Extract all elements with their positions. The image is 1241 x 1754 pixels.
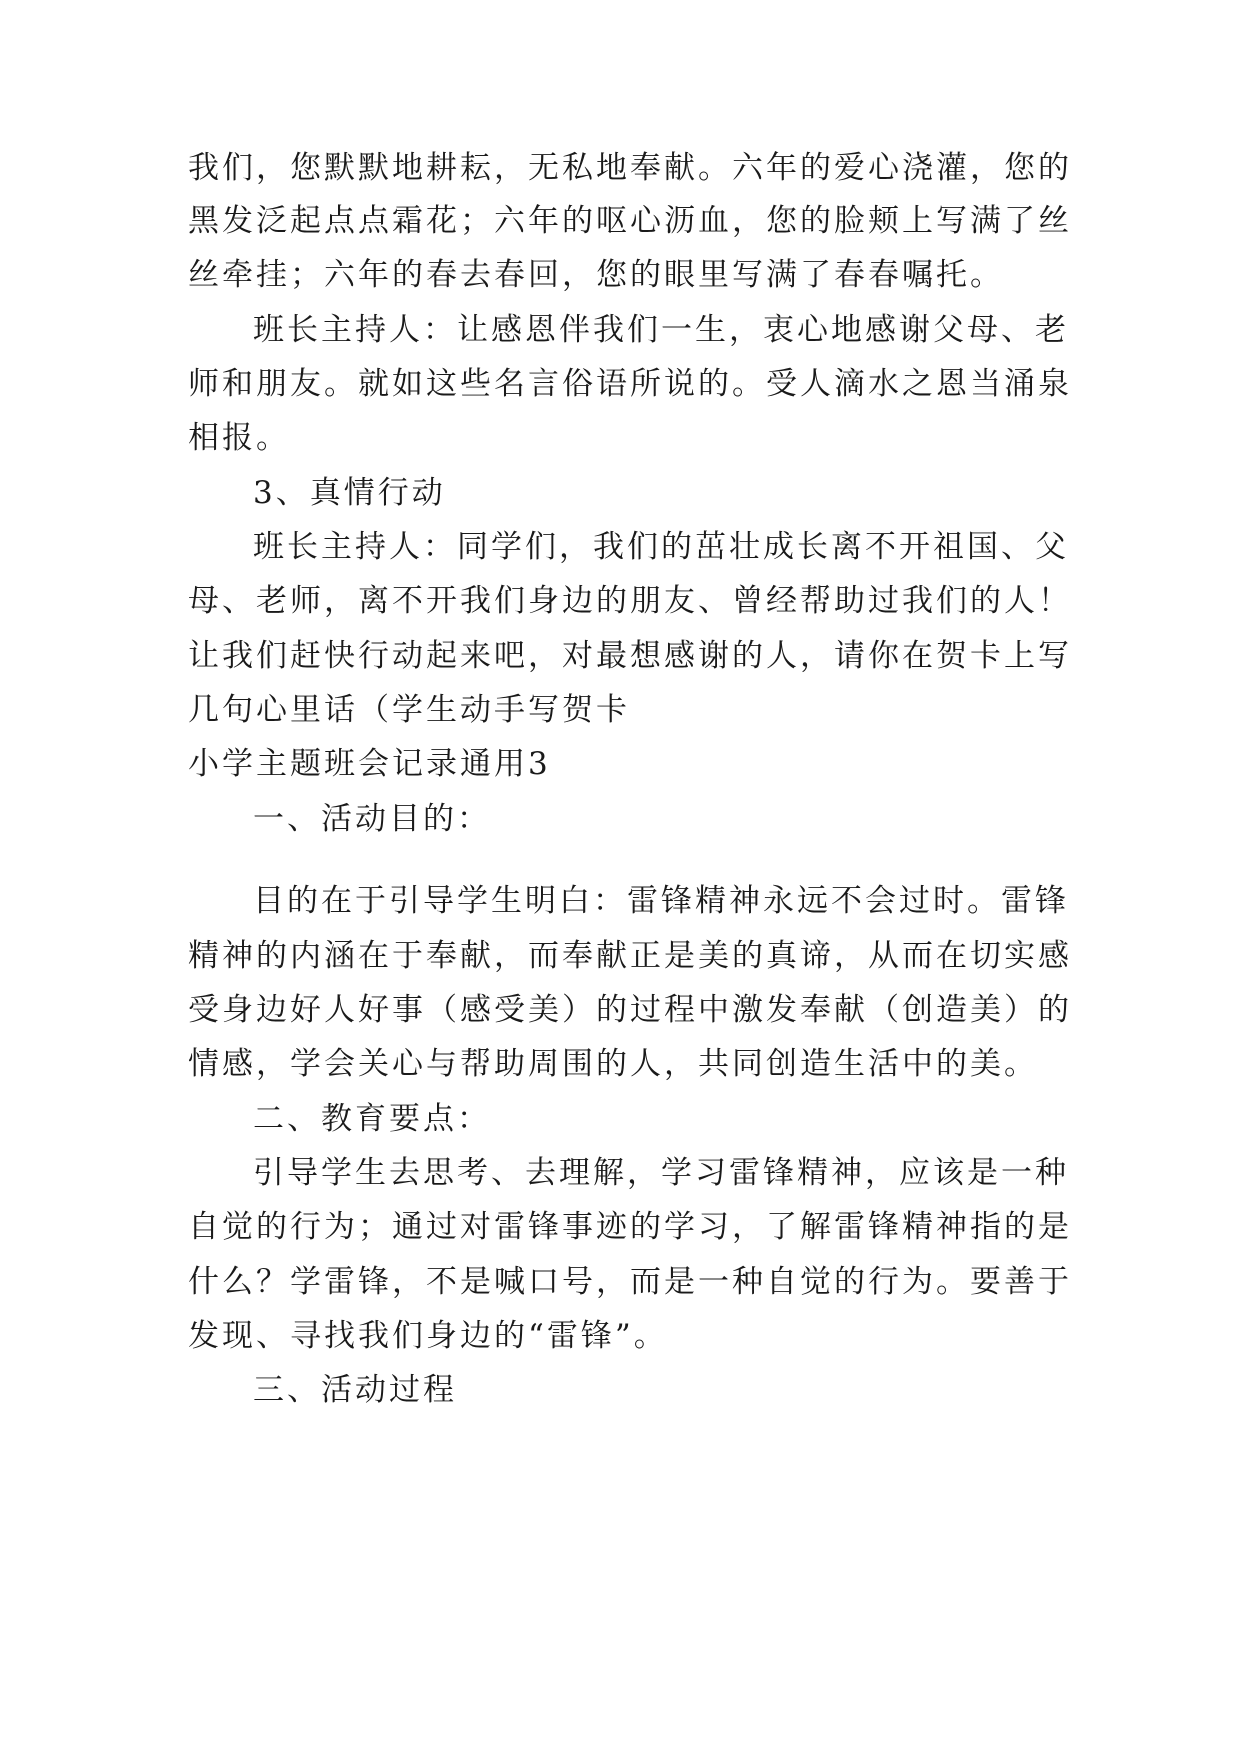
text-line: 发现、寻找我们身边的“雷锋”。: [188, 1318, 668, 1354]
text-line: 师和朋友。就如这些名言俗语所说的。受人滴水之恩当涌泉: [188, 366, 1072, 402]
text-line: 丝牵挂；六年的春去春回，您的眼里写满了春春嘱托。: [188, 257, 1004, 293]
text-line: 情感，学会关心与帮助周围的人，共同创造生活中的美。: [188, 1046, 1038, 1082]
text-line: 引导学生去思考、去理解，学习雷锋精神，应该是一种: [253, 1155, 1069, 1191]
text-line: 精神的内涵在于奉献，而奉献正是美的真谛，从而在切实感: [188, 938, 1072, 974]
text-line: 目的在于引导学生明白：雷锋精神永远不会过时。雷锋: [253, 883, 1069, 919]
section-heading: 一、活动目的：: [253, 801, 491, 837]
text-line: 受身边好人好事（感受美）的过程中激发奉献（创造美）的: [188, 992, 1072, 1028]
text-line: 我们，您默默地耕耘，无私地奉献。六年的爱心浇灌，您的: [188, 150, 1072, 186]
document-title: 小学主题班会记录通用3: [188, 746, 551, 782]
text-line: 什么？学雷锋，不是喊口号，而是一种自觉的行为。要善于: [188, 1264, 1072, 1300]
text-line: 母、老师，离不开我们身边的朋友、曾经帮助过我们的人！: [188, 583, 1072, 619]
text-line: 相报。: [188, 420, 290, 456]
text-line: 黑发泛起点点霜花；六年的呕心沥血，您的脸颊上写满了丝: [188, 203, 1072, 239]
text-line: 几句心里话（学生动手写贺卡: [188, 692, 630, 728]
text-line: 班长主持人：让感恩伴我们一生，衷心地感谢父母、老: [253, 312, 1069, 348]
section-heading: 三、活动过程: [253, 1372, 457, 1408]
section-heading: 二、教育要点：: [253, 1101, 491, 1137]
text-line: 让我们赶快行动起来吧，对最想感谢的人，请你在贺卡上写: [188, 638, 1072, 674]
section-heading: 3、真情行动: [253, 475, 446, 511]
text-line: 班长主持人：同学们，我们的茁壮成长离不开祖国、父: [253, 529, 1069, 565]
text-line: 自觉的行为；通过对雷锋事迹的学习，了解雷锋精神指的是: [188, 1209, 1072, 1245]
